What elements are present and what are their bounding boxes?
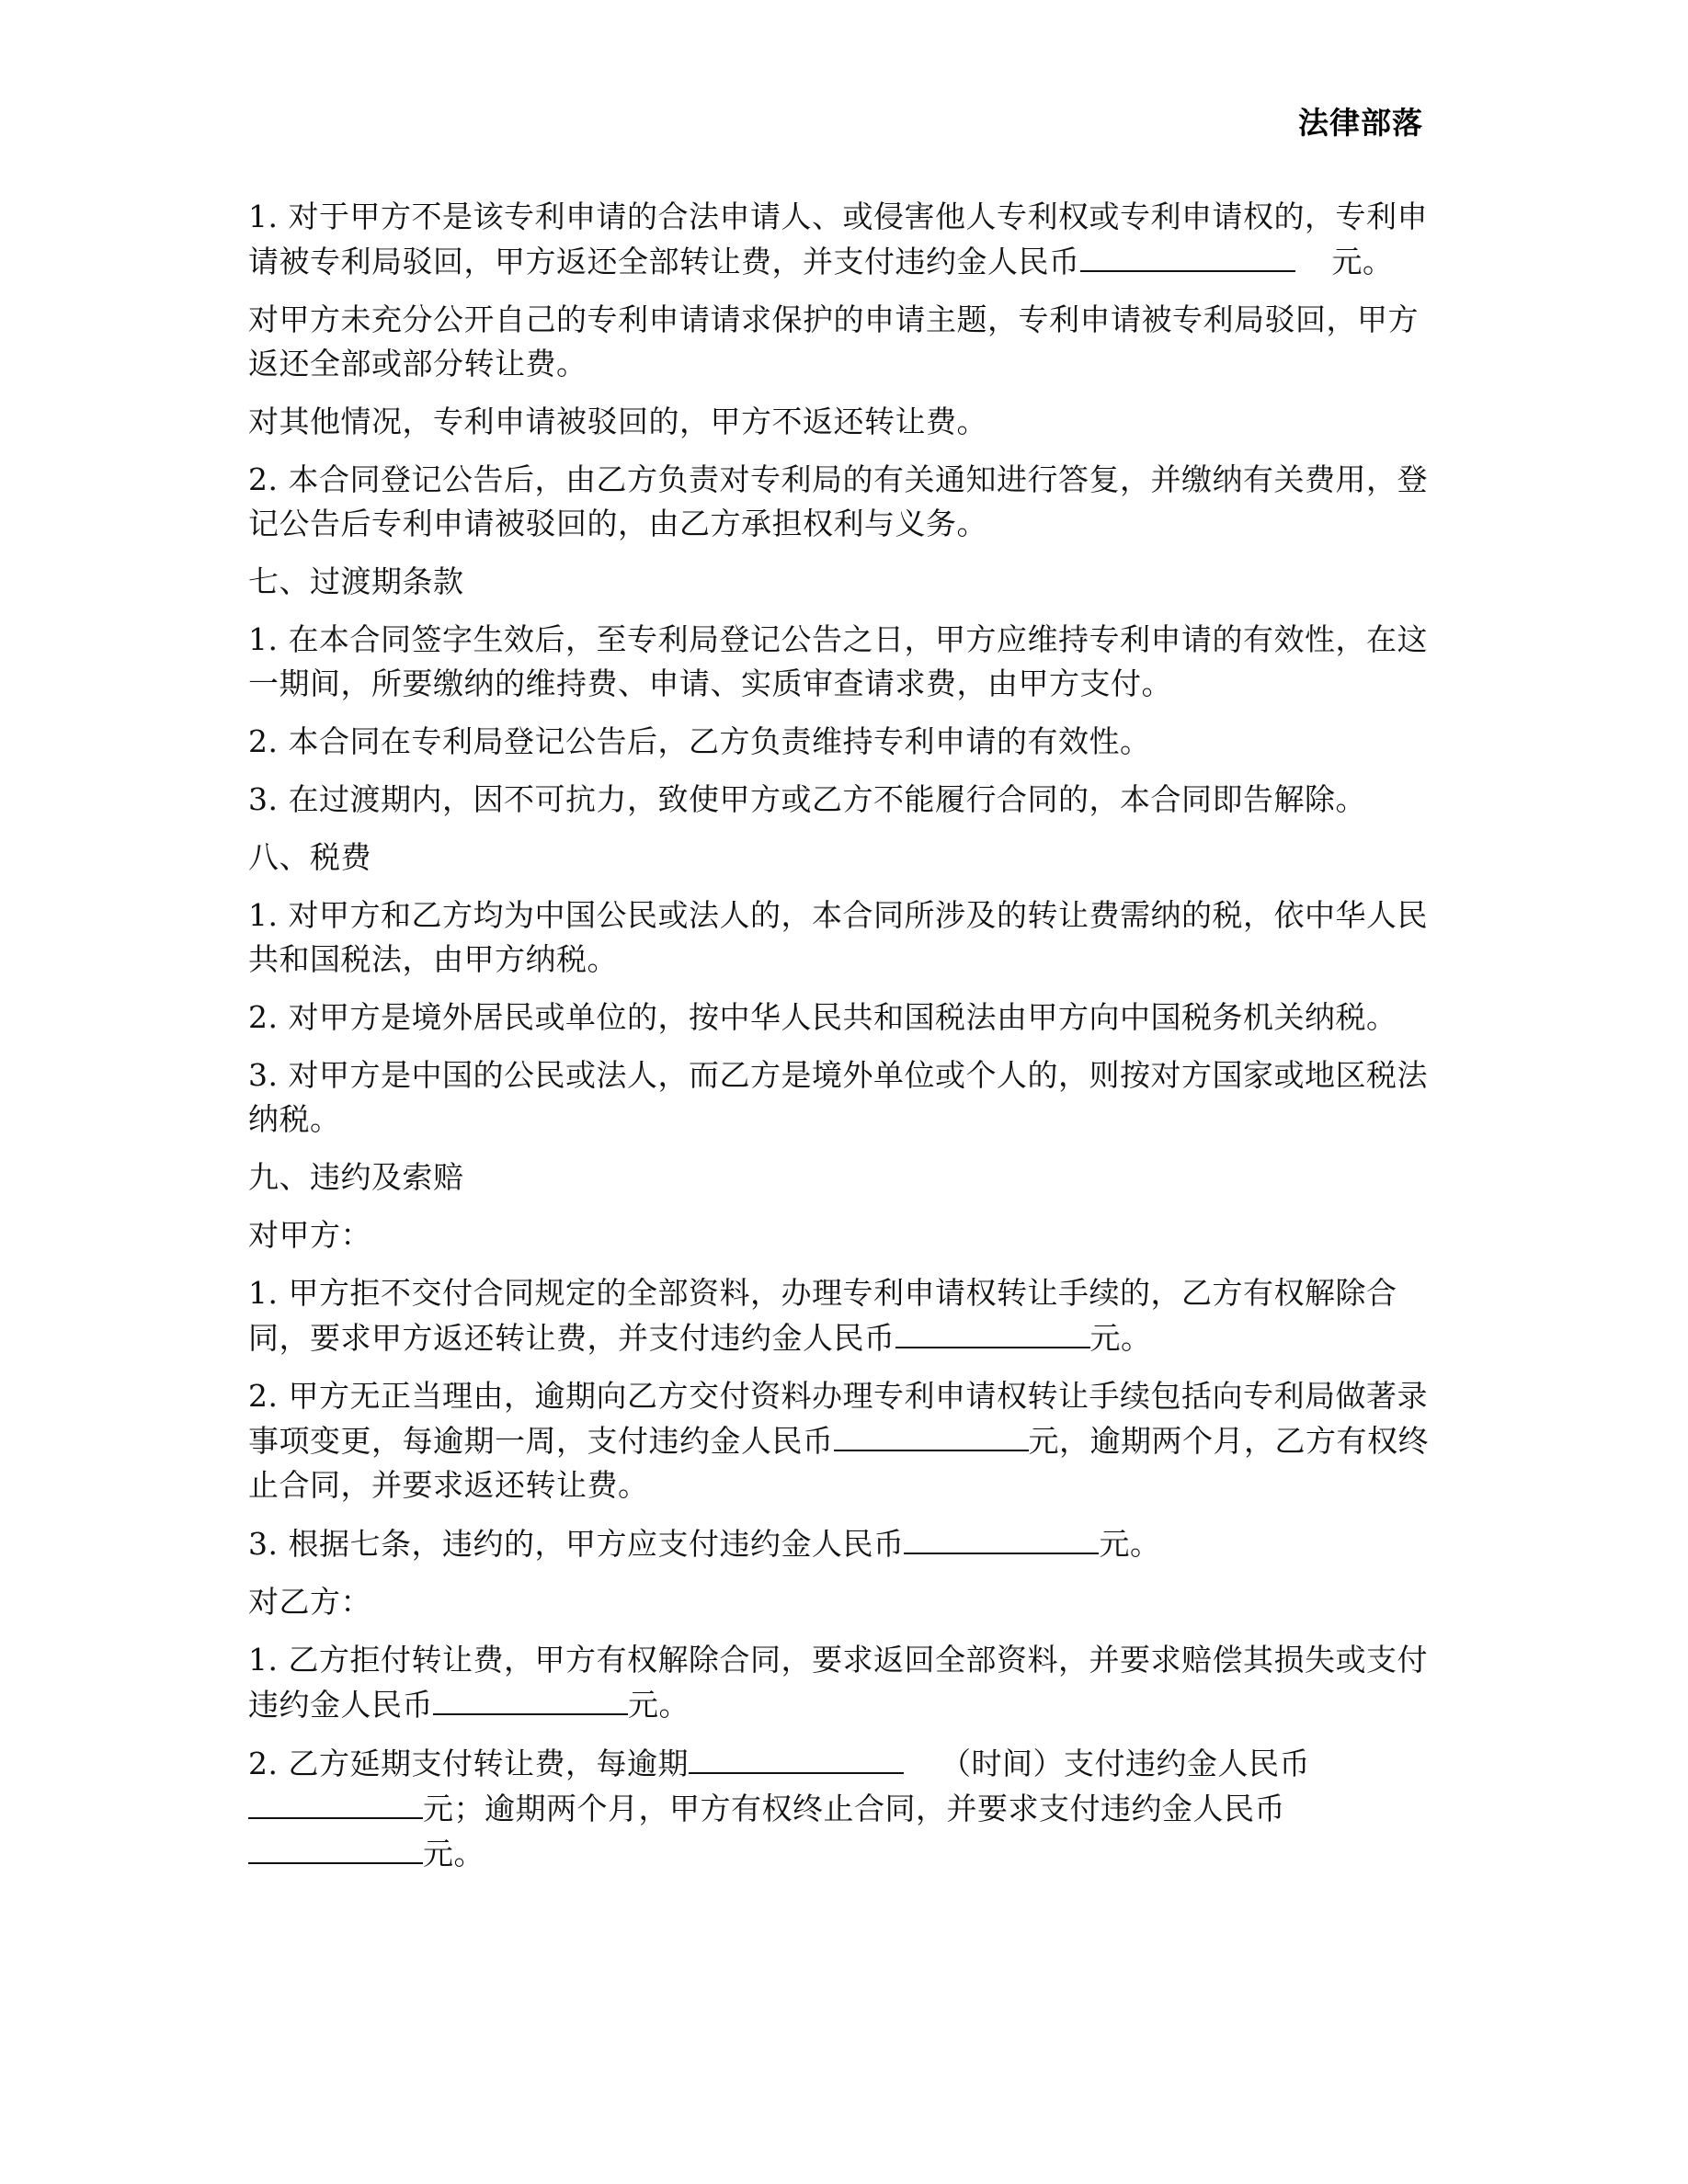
clause-9-b-1 [248, 1638, 1443, 1727]
blank-amount [1080, 239, 1295, 272]
section-heading-9: 九、违约及索赔 [248, 1159, 464, 1195]
clause-8-2: 2. 对甲方是境外居民或单位的，按中华人民共和国税法由甲方向中国税务机关纳税。 [248, 999, 1397, 1035]
document-body [248, 195, 1443, 1890]
clause-text-tail: 元。 [423, 1836, 485, 1871]
clause-9-a-1 [248, 1271, 1443, 1360]
clause-text: 3. 根据七条，违约的，甲方应支付违约金人民币 [248, 1526, 905, 1562]
header-brand: 法律部落 [1298, 105, 1423, 141]
section-heading-8: 八、税费 [248, 839, 371, 875]
party-b-heading: 对乙方： [248, 1584, 371, 1620]
clause-6-1 [248, 195, 1443, 284]
clause-text: 2. 甲方无正当理由，逾期向乙方交付资料办理专利申请权转让手续包括向专利局做著录事项变更，每逾期一周，支付违约金人民币 [248, 1378, 1428, 1459]
clause-7-1: 1. 在本合同签字生效后，至专利局登记公告之日，甲方应维持专利申请的有效性，在这一期间，所要缴纳的维持费、申请、实质审查请求费，由甲方支付。 [248, 621, 1428, 701]
clause-6-1-c: 对其他情况，专利申请被驳回的，甲方不返还转让费。 [248, 404, 987, 439]
clause-7-2: 2. 本合同在专利局登记公告后，乙方负责维持专利申请的有效性。 [248, 723, 1151, 759]
clause-text: 2. 乙方延期支付转让费，每逾期 [248, 1746, 689, 1781]
clause-9-b-2 [248, 1741, 1443, 1876]
blank-amount-2 [248, 1831, 423, 1864]
blank-period [689, 1741, 904, 1774]
clause-text: 1. 乙方拒付转让费，甲方有权解除合同，要求返回全部资料，并要求赔偿其损失或支付违约金人民币 [248, 1642, 1428, 1723]
clause-text-tail: 元。 [1099, 1526, 1161, 1562]
clause-text-tail: 元。 [628, 1687, 690, 1723]
clause-text-mid2: 元；逾期两个月，甲方有权终止合同，并要求支付违约金人民币 [423, 1791, 1285, 1826]
clause-7-3: 3. 在过渡期内，因不可抗力，致使甲方或乙方不能履行合同的，本合同即告解除。 [248, 781, 1366, 817]
clause-6-2: 2. 本合同登记公告后，由乙方负责对专利局的有关通知进行答复，并缴纳有关费用，登记公告后专利申请被驳回的，由乙方承担权利与义务。 [248, 461, 1428, 541]
blank-amount [834, 1418, 1029, 1451]
clause-text-tail: 元，逾期两个月，乙方有权终止合同，并要求返还转让费。 [248, 1423, 1429, 1503]
clause-text-mid: （时间）支付违约金人民币 [940, 1746, 1310, 1781]
blank-amount [895, 1315, 1090, 1348]
section-heading-7: 七、过渡期条款 [248, 563, 464, 599]
clause-text-tail: 元。 [1331, 244, 1394, 279]
blank-amount [904, 1521, 1099, 1554]
clause-6-1-b: 对甲方未充分公开自己的专利申请请求保护的申请主题，专利申请被专利局驳回，甲方返还全部或部分转让费。 [248, 301, 1419, 381]
clause-9-a-2 [248, 1374, 1443, 1507]
clause-9-a-3 [248, 1521, 1443, 1566]
clause-text-tail: 元。 [1089, 1320, 1152, 1356]
clause-text: 1. 对于甲方不是该专利申请的合法申请人、或侵害他人专利权或专利申请权的，专利申请被专利局驳回，甲方返还全部转让费，并支付违约金人民币 [248, 199, 1428, 279]
blank-amount [248, 1786, 423, 1819]
party-a-heading: 对甲方： [248, 1217, 371, 1253]
clause-text: 1. 甲方拒不交付合同规定的全部资料，办理专利申请权转让手续的，乙方有权解除合同，要求甲方返还转让费，并支付违约金人民币 [248, 1275, 1397, 1356]
clause-8-3: 3. 对甲方是中国的公民或法人，而乙方是境外单位或个人的，则按对方国家或地区税法纳税。 [248, 1057, 1428, 1137]
clause-8-1: 1. 对甲方和乙方均为中国公民或法人的，本合同所涉及的转让费需纳的税，依中华人民共和国税法，由甲方纳税。 [248, 897, 1428, 977]
blank-amount [433, 1682, 628, 1715]
